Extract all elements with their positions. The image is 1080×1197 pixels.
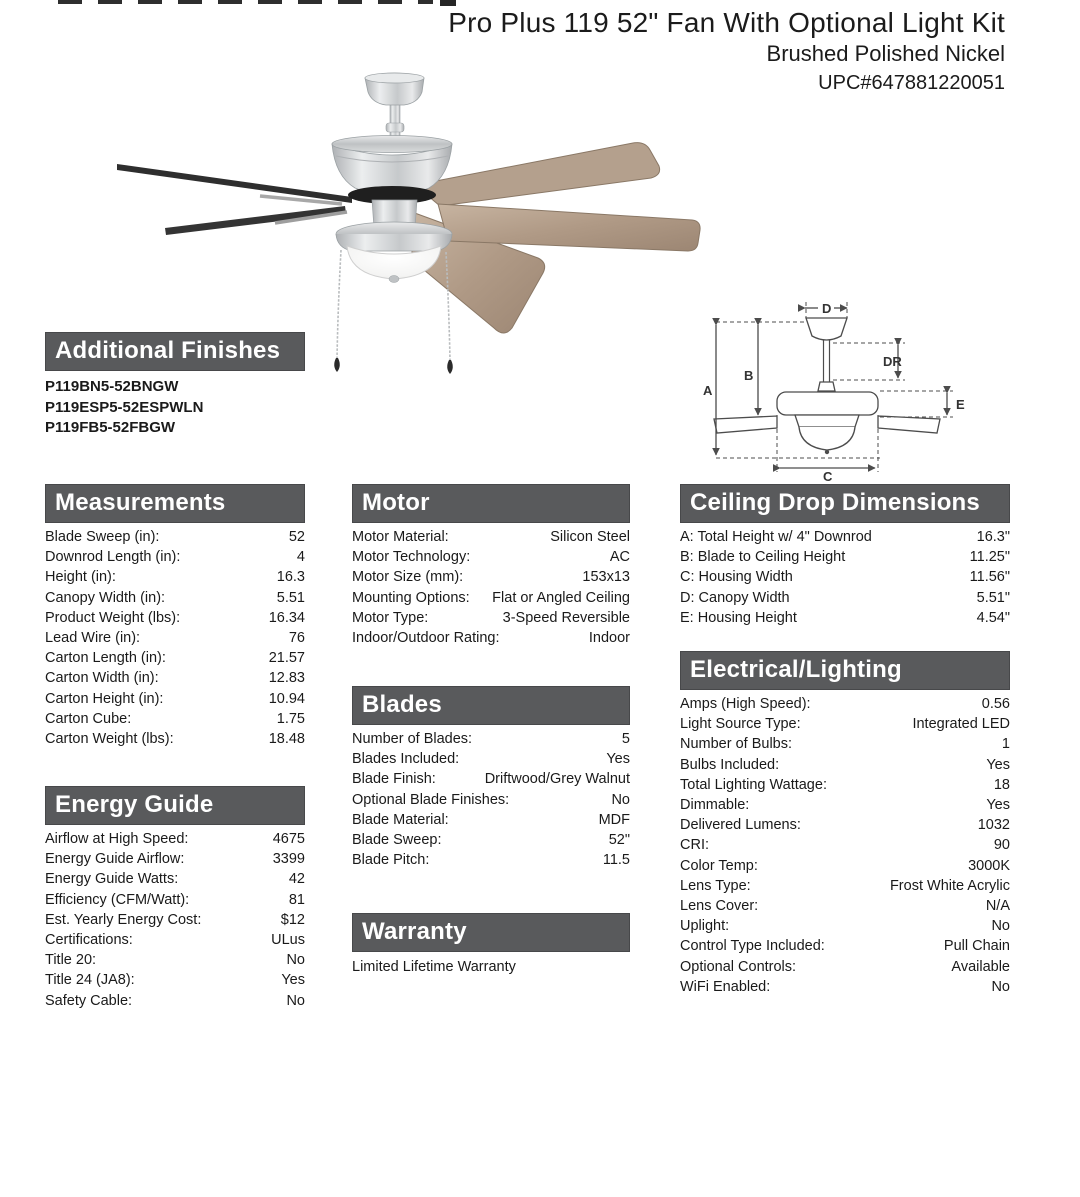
spec-value: No [991,978,1010,995]
spec-row [680,588,1010,608]
spec-label: Motor Type: [352,609,429,626]
spec-value: No [286,952,305,969]
spec-value: 90 [993,837,1010,854]
spec-label: Efficiency (CFM/Watt): [45,891,190,908]
spec-label: Blade Sweep (in): [45,529,160,545]
spec-label: C: Housing Width [680,569,793,586]
spec-label: Motor Size (mm): [352,569,464,586]
spec-value: 21.57 [268,650,305,667]
diagram-blade-left [714,416,777,433]
spec-row [45,527,305,547]
spec-label: A: Total Height w/ 4" Downrod [680,529,872,545]
spec-value: 18 [993,776,1010,793]
spec-label: Indoor/Outdoor Rating: [352,630,500,647]
section-electrical-lighting [680,651,1010,997]
spec-label: Lens Type: [680,877,751,894]
spec-label: Height (in): [45,569,116,586]
spec-row [352,830,630,850]
section-measurements [45,484,305,749]
spec-value: 5.51 [276,589,305,606]
spec-row [352,850,630,870]
spec-value: Yes [606,751,630,768]
spec-label: Amps (High Speed): [680,696,811,712]
spec-row [680,936,1010,956]
warranty-note: Limited Lifetime Warranty [352,959,516,975]
dim-label-d: D [822,301,832,316]
spec-row [352,729,630,749]
spec-value: 18.48 [268,731,305,748]
spec-value: 1.75 [276,710,305,727]
spec-label: Color Temp: [680,857,758,874]
spec-row [680,775,1010,795]
section-blades [352,686,630,870]
spec-row [45,588,305,608]
spec-value: 16.3" [976,529,1010,545]
spec-rows [680,694,1010,997]
spec-rows [352,527,630,648]
spec-row [45,729,305,749]
spec-label: Dimmable: [680,797,750,814]
spec-label: Optional Blade Finishes: [352,791,510,808]
spec-label: WiFi Enabled: [680,978,771,995]
light-finial [389,276,399,283]
spec-value: Yes [986,797,1010,814]
canopy-top [365,73,424,83]
section-title: Measurements [55,489,226,516]
dim-label-e: E [956,397,965,412]
spec-row [680,714,1010,734]
spec-label: Title 20: [45,952,97,969]
diagram-canopy [806,318,847,340]
ceiling-drop-diagram [700,292,970,484]
spec-label: Control Type Included: [680,938,825,955]
section-header-electrical-lighting [680,651,1010,690]
spec-row [45,709,305,729]
spec-label: Blade Finish: [352,771,436,788]
spec-value: Indoor [588,630,630,647]
spec-row [680,567,1010,587]
spec-value: 76 [288,630,305,647]
fan-blade-left-upper [117,164,352,203]
spec-value: 12.83 [268,670,305,687]
spec-value: 10.94 [268,690,305,707]
spec-row [680,734,1010,754]
spec-row [45,567,305,587]
diagram-blade-right [878,416,940,433]
spec-label: Certifications: [45,932,133,949]
spec-row [680,694,1010,714]
spec-value: 52" [608,832,630,849]
spec-value: 4.54" [976,609,1010,626]
spec-label: Number of Bulbs: [680,736,793,753]
spec-label: Carton Width (in): [45,670,159,687]
section-header-motor [352,484,630,523]
spec-value: 11.5 [602,852,630,869]
spec-value: 3-Speed Reversible [502,609,630,626]
diagram-downrod-base [818,382,835,391]
spec-rows [352,729,630,870]
spec-value: Integrated LED [912,716,1010,733]
spec-row [680,957,1010,977]
spec-row [352,810,630,830]
spec-label: Number of Blades: [352,731,473,747]
spec-value: Silicon Steel [550,529,630,545]
spec-value: 16.3 [276,569,305,586]
spec-row [680,977,1010,997]
spec-label: Blade Pitch: [352,852,430,869]
spec-value: 81 [288,891,305,908]
pull-chain-left [337,250,341,358]
spec-row [45,668,305,688]
spec-row [45,869,305,889]
cutoff-logo-strip [58,0,433,4]
spec-value: MDF [598,811,630,828]
spec-row [352,527,630,547]
spec-row [45,950,305,970]
section-header-additional-finishes [45,332,305,371]
section-title: Ceiling Drop Dimensions [690,489,980,516]
pull-chain-right-fob [447,360,453,374]
spec-label: Motor Material: [352,529,449,545]
finish-code: P119ESP5-52ESPWLN [45,398,204,416]
dim-label-dr: DR [883,354,902,369]
spec-value: 11.56" [969,569,1010,586]
section-ceiling-drop [680,484,1010,628]
spec-value: Yes [281,972,305,989]
spec-row [45,829,305,849]
spec-value: 0.56 [981,696,1010,712]
spec-label: Carton Length (in): [45,650,166,667]
section-header-measurements [45,484,305,523]
spec-label: Blade Sweep: [352,832,442,849]
spec-row [352,790,630,810]
spec-label: Motor Technology: [352,549,471,566]
spec-value: 4675 [272,831,305,847]
spec-row [680,815,1010,835]
spec-label: Est. Yearly Energy Cost: [45,911,202,928]
product-upc: UPC#647881220051 [818,72,1005,94]
spec-row [352,628,630,648]
spec-row [45,890,305,910]
spec-label: E: Housing Height [680,609,797,626]
dim-label-b: B [744,368,754,383]
spec-label: Canopy Width (in): [45,589,166,606]
spec-row [680,835,1010,855]
spec-row [680,896,1010,916]
spec-row [45,628,305,648]
spec-value: Driftwood/Grey Walnut [484,771,630,788]
spec-row [352,567,630,587]
spec-value: 4 [296,549,305,566]
spec-row [680,755,1010,775]
spec-label: B: Blade to Ceiling Height [680,549,846,566]
spec-label: Downrod Length (in): [45,549,181,566]
spec-label: Total Lighting Wattage: [680,776,827,793]
spec-row [45,991,305,1011]
spec-label: Energy Guide Watts: [45,871,179,888]
dim-label-c: C [823,469,833,484]
spec-value: 153x13 [582,569,630,586]
spec-label: Delivered Lumens: [680,817,801,834]
spec-value: ULus [271,932,305,949]
spec-label: Blades Included: [352,751,460,768]
spec-label: CRI: [680,837,709,854]
spec-label: Lead Wire (in): [45,630,141,647]
spec-row [45,910,305,930]
section-title: Motor [362,489,430,516]
spec-row [45,689,305,709]
spec-label: Blade Material: [352,811,449,828]
product-title: Pro Plus 119 52" Fan With Optional Light Kit [448,7,1005,38]
spec-value: Pull Chain [943,938,1010,955]
section-title: Warranty [362,918,467,945]
spec-row [352,749,630,769]
spec-row [680,527,1010,547]
spec-row [352,608,630,628]
spec-value: Flat or Angled Ceiling [492,589,630,606]
spec-row [680,547,1010,567]
spec-label: Safety Cable: [45,992,133,1009]
spec-value: 42 [288,871,305,888]
fan-blade-left-lower [165,206,346,235]
section-warranty [352,913,630,977]
spec-label: Airflow at High Speed: [45,831,189,847]
spec-label: Lens Cover: [680,898,759,915]
downrod-coupler [386,123,404,132]
spec-label: Title 24 (JA8): [45,972,135,989]
spec-label: Carton Height (in): [45,690,164,707]
section-header-blades [352,686,630,725]
spec-value: 5.51" [976,589,1010,606]
spec-value: 5 [621,731,630,747]
spec-value: No [991,918,1010,935]
spec-row [45,608,305,628]
section-title: Additional Finishes [55,337,281,364]
diagram-light-dome [799,427,855,450]
spec-value: Available [951,958,1010,975]
section-title: Blades [362,691,442,718]
motor-top-rim [332,136,452,153]
spec-label: Uplight: [680,918,730,935]
spec-value: Yes [986,756,1010,773]
spec-value: 3000K [968,857,1010,874]
spec-value: Frost White Acrylic [889,877,1010,894]
spec-row [680,795,1010,815]
section-title: Electrical/Lighting [690,656,902,683]
spec-value: 11.25" [969,549,1010,566]
spec-label: Carton Cube: [45,710,132,727]
spec-value: N/A [985,898,1010,915]
finish-code: P119BN5-52BNGW [45,378,179,395]
section-title: Energy Guide [55,791,214,818]
spec-rows [45,829,305,1011]
section-additional-finishes [45,332,305,439]
spec-value: 52 [288,529,305,545]
spec-value: 1 [1001,736,1010,753]
spec-value: AC [609,549,630,566]
diagram-light-pan [795,415,859,427]
spec-label: Bulbs Included: [680,756,780,773]
spec-label: Light Source Type: [680,716,801,733]
section-energy-guide [45,786,305,1011]
spec-value: No [611,791,630,808]
spec-row [680,856,1010,876]
spec-value: No [286,992,305,1009]
spec-row [680,876,1010,896]
section-header-energy-guide [45,786,305,825]
spec-value: 3399 [272,851,305,868]
section-header-warranty [352,913,630,952]
fan-blade-upper-right [415,143,660,206]
diagram-housing [777,392,878,415]
spec-label: Energy Guide Airflow: [45,851,185,868]
product-finish: Brushed Polished Nickel [766,41,1005,66]
finish-code: P119FB5-52FBGW [45,419,176,436]
spec-label: Mounting Options: [352,589,470,606]
spec-label: Product Weight (lbs): [45,609,181,626]
spec-value: 16.34 [268,609,305,626]
spec-row [680,916,1010,936]
spec-rows [45,527,305,749]
spec-row [352,769,630,789]
spec-row [45,970,305,990]
spec-row [680,608,1010,628]
spec-value: 1032 [977,817,1010,834]
spec-row [352,588,630,608]
spec-value: $12 [280,911,305,928]
spec-label: Carton Weight (lbs): [45,731,174,748]
finish-codes-list [45,377,305,439]
spec-label: D: Canopy Width [680,589,790,606]
spec-row [45,547,305,567]
section-header-ceiling-drop [680,484,1010,523]
dim-label-a: A [703,383,713,398]
spec-row [352,547,630,567]
pull-chain-left-fob [334,358,340,372]
spec-row [45,930,305,950]
spec-row [45,849,305,869]
spec-row [45,648,305,668]
section-motor [352,484,630,648]
spec-rows [680,527,1010,628]
spec-label: Optional Controls: [680,958,797,975]
